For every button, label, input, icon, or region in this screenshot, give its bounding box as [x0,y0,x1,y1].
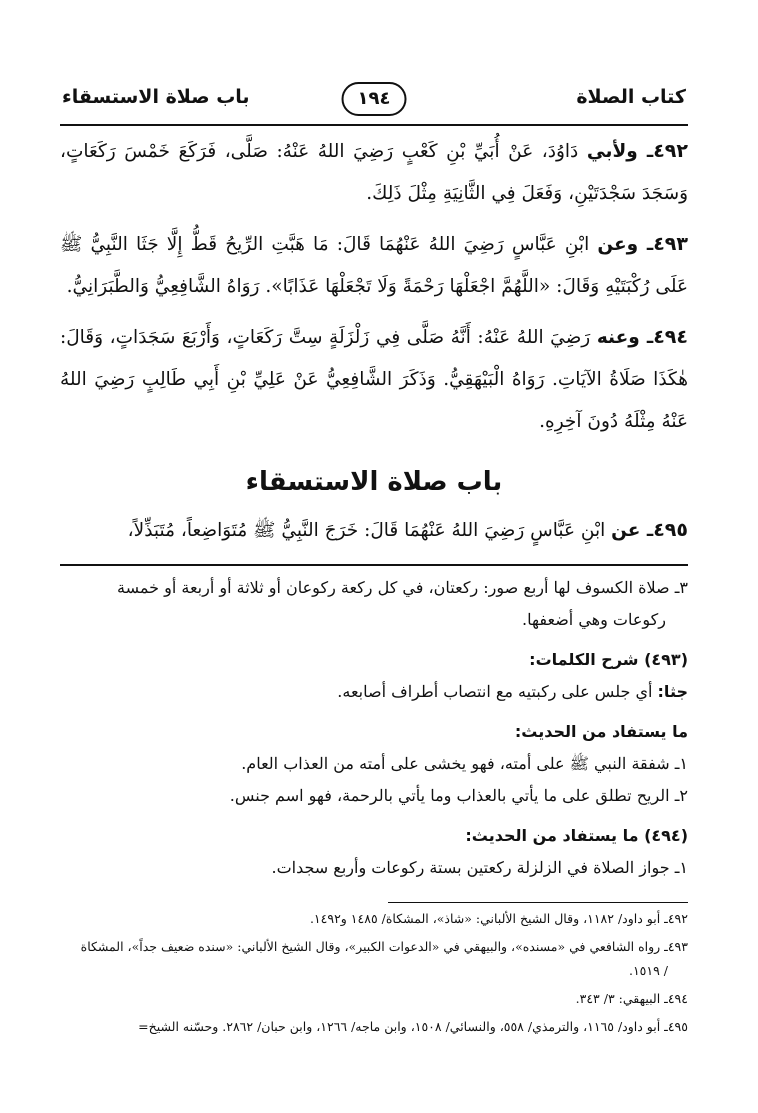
footnote-494: ٤٩٤ـ البيهقي: ٣/ ٣٤٣. [575,991,688,1006]
footnote-493-continued: / ١٥١٩. [628,963,668,978]
footnote-495: ٤٩٥ـ أبو داود/ ١١٦٥، والترمذي/ ٥٥٨، والنسائي/ ١٥٠٨، وابن ماجه/ ١٢٦٦، وابن حبان/ ٢٨٦٢. وحسّنه الشيخ= [138,1019,688,1034]
hadith-494 [60,316,688,443]
hadith-lead: ـ ولأبي [586,141,654,162]
benefit-1: ١ـ شفقة النبي ﷺ على أمته، فهو يخشى على أمته من العذاب العام. [241,754,688,773]
h494-benefit-1: ١ـ جواز الصلاة في الزلزلة ركعتين بستة ركوعات وأربع سجدات. [271,858,688,877]
hadith-number: ٤٩٥ [653,519,688,541]
hadith-493 [60,223,688,308]
commentary-divider [60,564,688,566]
hadith-495 [60,509,688,552]
hadith-text: رَضِيَ اللهُ عَنْهُ: أَنَّهُ صَلَّى فِي زَلْزَلَةٍ سِتَّ رَكَعَاتٍ، وَأَرْبَعَ سَجَدَاتٍ، وَقَالَ: هٰكَذَا صَلَاةُ الآيَاتِ. رَوَاهُ الْبَيْهَقِيُّ. وَذَكَرَ الشَّافِعِيُّ عَنْ عَلِيِّ بْنِ أَبِي طَالِبٍ رَضِيَ اللهُ عَنْهُ مِثْلَهُ دُونَ آخِرِهِ. [60,327,688,432]
footnote-493 [60,935,688,983]
hadith-lead: ـ وعن [597,234,654,255]
footnote-493-text: ٤٩٣ـ رواه الشافعي في «مسنده»، والبيهقي في «الدعوات الكبير»، وقال الشيخ الألباني: «سنده ضعيف جداً»، المشكاة [80,939,688,954]
hadith-text: دَاوُدَ، عَنْ أُبَيِّ بْنِ كَعْبٍ رَضِيَ اللهُ عَنْهُ: صَلَّى، فَرَكَعَ خَمْسَ رَكَعَاتٍ، وَسَجَدَ سَجْدَتَيْنِ، وَفَعَلَ فِي الثَّانِيَةِ مِثْلَ ذَلِكَ. [60,141,688,204]
hadith-492 [60,130,688,215]
running-header [60,78,688,126]
benefit-2: ٢ـ الريح تطلق على ما يأتي بالعذاب وما يأتي بالرحمة، فهو اسم جنس. [229,786,688,805]
hadith-text: ابْنِ عَبَّاسٍ رَضِيَ اللهُ عَنْهُمَا قَالَ: خَرَجَ النَّبِيُّ ﷺ مُتَوَاضِعاً، مُتَبَذِّلاً، [127,520,606,541]
note-3-continued: ركوعات وهي أضعفها. [522,610,666,629]
book-page [60,78,688,1043]
chapter-title: باب صلاة الاستسقاء [62,86,250,108]
footnotes [60,907,688,1039]
hadith-text: ابْنِ عَبَّاسٍ رَضِيَ اللهُ عَنْهُمَا قَالَ: مَا هَبَّتِ الرِّيحُ قَطُّ إِلَّا جَثَا النَّبِيُّ ﷺ عَلَى رُكْبَتَيْهِ وَقَالَ: «اللَّهُمَّ اجْعَلْهَا رَحْمَةً وَلَا تَجْعَلْهَا عَذَابًا». رَوَاهُ الشَّافِعِيُّ وَالطَّبَرَانِيُّ. [60,234,688,297]
hadith-lead: ـ وعنه [596,327,654,348]
hadith-number: ٤٩٣ [653,233,688,255]
page-number: ١٩٤ [342,82,407,116]
footnote-492: ٤٩٢ـ أبو داود/ ١١٨٢، وقال الشيخ الألباني: «شاذ»، المشكاة/ ١٤٨٥ و١٤٩٢. [309,911,688,926]
commentary [60,572,688,884]
h493-definition [60,676,688,708]
hadith-number: ٤٩٤ [653,326,688,348]
term-jatha: جثا: [657,682,688,701]
book-title: كتاب الصلاة [576,86,686,108]
footnote-divider [388,902,688,903]
term-definition: أي جلس على ركبتيه مع انتصاب أطراف أصابعه. [337,682,653,701]
section-title: باب صلاة الاستسقاء [245,467,503,497]
h493-heading: (٤٩٣) شرح الكلمات: [529,650,688,669]
h494-heading: (٤٩٤) ما يستفاد من الحديث: [465,826,688,845]
benefits-heading: ما يستفاد من الحديث: [514,722,688,741]
note-3: ٣ـ صلاة الكسوف لها أربع صور: ركعتان، في كل ركعة ركوعان أو ثلاثة أو أربعة أو خمسة [117,578,688,597]
hadith-number: ٤٩٢ [653,140,688,162]
hadith-lead: ـ عن [611,520,654,541]
